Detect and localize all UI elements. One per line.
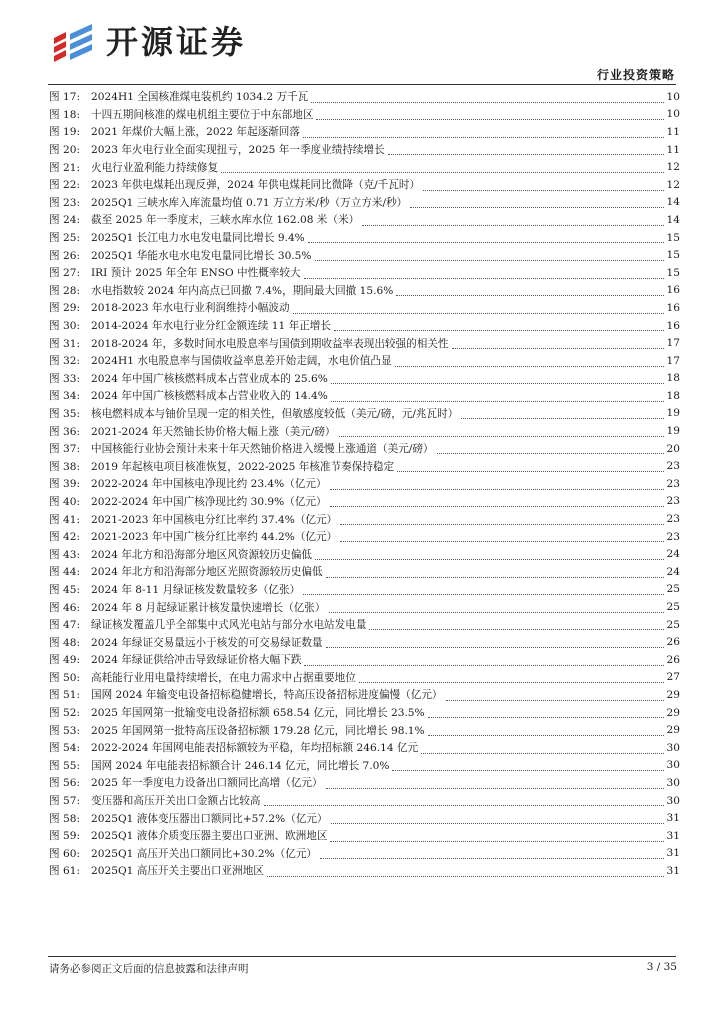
toc-entry[interactable] — [48, 651, 680, 669]
toc-dot-leader — [330, 489, 664, 490]
toc-entry-number: 图 20: — [49, 144, 81, 157]
toc-entry-title: 2024 年 8 月起绿证累计核发量快速增长（亿张） — [91, 601, 326, 614]
toc-entry-title: 十四五期间核准的煤电机组主要位于中东部地区 — [91, 108, 314, 121]
toc-entry-title: 中国核能行业协会预计未来十年天然铀价格进入缓慢上涨通道（美元/磅） — [91, 443, 434, 456]
toc-entry-page: 26 — [666, 653, 680, 666]
toc-entry-number: 图 31: — [49, 337, 81, 350]
toc-entry-number: 图 41: — [49, 513, 81, 526]
toc-entry-title: 水电指数较 2024 年内高点已回撤 7.4%，期间最大回撤 15.6% — [91, 284, 394, 297]
toc-entry-number: 图 25: — [49, 232, 81, 245]
toc-entry[interactable] — [48, 686, 680, 704]
toc-entry-title: 2025Q1 高压开关出口额同比+30.2%（亿元） — [91, 847, 318, 860]
toc-entry-page: 18 — [666, 389, 680, 402]
toc-dot-leader — [303, 594, 664, 595]
toc-entry-title: 2024 年北方和沿海部分地区风资源较历史偏低 — [91, 548, 313, 561]
toc-entry-page: 24 — [666, 565, 680, 578]
toc-entry-page: 29 — [666, 688, 680, 701]
toc-dot-leader — [388, 154, 664, 155]
page-header — [0, 0, 724, 90]
toc-dot-leader — [340, 541, 664, 542]
toc-dot-leader — [339, 436, 664, 437]
toc-entry-number: 图 37: — [49, 443, 81, 456]
toc-entry-page: 18 — [666, 372, 680, 385]
toc-entry[interactable] — [48, 704, 680, 722]
toc-entry-title: 2021-2023 年中国广核分红比率约 44.2%（亿元） — [91, 531, 338, 544]
toc-entry[interactable] — [48, 246, 680, 264]
toc-entry[interactable] — [48, 739, 680, 757]
toc-entry[interactable] — [48, 616, 680, 634]
toc-entry-number: 图 49: — [49, 654, 81, 667]
toc-entry-page: 15 — [666, 231, 680, 244]
toc-dot-leader — [304, 665, 664, 666]
toc-entry-title: 2025 年国网第一批特高压设备招标额 179.28 亿元，同比增长 98.1% — [91, 724, 425, 737]
toc-entry-page: 29 — [666, 706, 680, 719]
toc-entry-number: 图 36: — [49, 425, 81, 438]
toc-entry-number: 图 33: — [49, 372, 81, 385]
toc-entry-page: 23 — [666, 477, 680, 490]
toc-entry-page: 26 — [666, 636, 680, 649]
toc-entry-page: 11 — [666, 143, 680, 156]
toc-entry-number: 图 23: — [49, 196, 81, 209]
toc-entry-title: 变压器和高压开关出口金额占比较高 — [91, 795, 261, 808]
toc-entry-number: 图 35: — [49, 407, 81, 420]
toc-dot-leader — [421, 753, 664, 754]
toc-entry-page: 10 — [666, 108, 680, 121]
toc-entry-number: 图 48: — [49, 636, 81, 649]
toc-entry[interactable] — [48, 862, 680, 880]
toc-entry-title: 国网 2024 年电能表招标额合计 246.14 亿元，同比增长 7.0% — [91, 759, 390, 772]
toc-entry[interactable] — [48, 757, 680, 775]
toc-entry-number: 图 56: — [49, 777, 81, 790]
toc-dot-leader — [397, 471, 664, 472]
toc-entry-page: 17 — [666, 337, 680, 350]
toc-entry[interactable] — [48, 563, 680, 581]
toc-entry-page: 16 — [666, 319, 680, 332]
toc-entry-number: 图 53: — [49, 724, 81, 737]
toc-dot-leader — [461, 418, 664, 419]
toc-entry-title: 核电燃料成本与铀价呈现一定的相关性，但敏感度较低（美元/磅，元/兆瓦时） — [91, 407, 459, 420]
toc-entry-page: 30 — [666, 794, 680, 807]
toc-dot-leader — [316, 119, 664, 120]
toc-entry-number: 图 51: — [49, 689, 81, 702]
toc-entry-title: 2025Q1 长江电力水电发电量同比增长 9.4% — [91, 232, 305, 245]
toc-entry[interactable] — [48, 229, 680, 247]
toc-entry-page: 19 — [666, 425, 680, 438]
toc-entry-page: 29 — [666, 724, 680, 737]
toc-dot-leader — [311, 102, 664, 103]
toc-entry-number: 图 26: — [49, 249, 81, 262]
toc-entry-page: 15 — [666, 249, 680, 262]
toc-entry-number: 图 29: — [49, 302, 81, 315]
toc-entry[interactable] — [48, 211, 680, 229]
toc-dot-leader — [303, 137, 664, 138]
toc-entry-number: 图 54: — [49, 742, 81, 755]
toc-entry[interactable] — [48, 721, 680, 739]
toc-entry[interactable] — [48, 510, 680, 528]
toc-entry-number: 图 55: — [49, 759, 81, 772]
toc-entry-number: 图 50: — [49, 671, 81, 684]
toc-entry[interactable] — [48, 141, 680, 159]
toc-entry-page: 24 — [666, 548, 680, 561]
toc-entry-number: 图 52: — [49, 707, 81, 720]
toc-dot-leader — [359, 682, 664, 683]
toc-entry-number: 图 38: — [49, 460, 81, 473]
brand-name: 开源证券 — [106, 23, 247, 61]
toc-entry[interactable] — [48, 387, 680, 405]
toc-entry[interactable] — [48, 88, 680, 106]
toc-entry[interactable] — [48, 475, 680, 493]
toc-entry[interactable] — [48, 827, 680, 845]
toc-entry[interactable] — [48, 809, 680, 827]
toc-entry-title: 2025 年一季度电力设备出口额同比高增（亿元） — [91, 777, 323, 790]
toc-dot-leader — [423, 190, 664, 191]
toc-entry-page: 16 — [666, 284, 680, 297]
toc-entry-page: 31 — [666, 864, 680, 877]
toc-entry-page: 12 — [666, 178, 680, 191]
toc-entry-title: 2024 年北方和沿海部分地区光照资源较历史偏低 — [91, 566, 323, 579]
toc-entry-title: 2025Q1 三峡水库入库流量均值 0.71 万立方米/秒（万立方米/秒） — [91, 196, 408, 209]
header-divider — [48, 84, 676, 85]
toc-entry[interactable] — [48, 352, 680, 370]
toc-entry-number: 图 24: — [49, 214, 81, 227]
report-type-label: 行业投资策略 — [596, 68, 675, 82]
toc-entry-title: 高耗能行业用电量持续增长，在电力需求中占据重要地位 — [91, 671, 356, 684]
toc-entry-number: 图 30: — [49, 320, 81, 333]
toc-entry[interactable] — [48, 792, 680, 810]
toc-entry[interactable] — [48, 545, 680, 563]
toc-entry-page: 17 — [666, 354, 680, 367]
toc-entry-page: 25 — [666, 618, 680, 631]
toc-entry[interactable] — [48, 845, 680, 863]
page-number: 3 / 35 — [646, 961, 677, 973]
toc-dot-leader — [395, 366, 664, 367]
toc-entry[interactable] — [48, 581, 680, 599]
toc-dot-leader — [392, 770, 664, 771]
toc-entry-number: 图 40: — [49, 495, 81, 508]
toc-entry-title: 2019 年起核电项目核准恢复，2022-2025 年核准节奏保持稳定 — [91, 460, 395, 473]
toc-entry[interactable] — [48, 422, 680, 440]
toc-entry-number: 图 19: — [49, 126, 81, 139]
toc-entry-page: 14 — [666, 196, 680, 209]
toc-entry-number: 图 27: — [49, 267, 81, 280]
toc-entry-title: 2025 年国网第一批输变电设备招标额 658.54 亿元，同比增长 23.5% — [91, 707, 425, 720]
toc-dot-leader — [304, 278, 664, 279]
toc-dot-leader — [326, 647, 664, 648]
toc-entry-page: 23 — [666, 460, 680, 473]
toc-entry-page: 19 — [666, 407, 680, 420]
toc-dot-leader — [428, 735, 664, 736]
toc-entry-page: 30 — [666, 776, 680, 789]
brand-logo-icon — [52, 22, 98, 66]
toc-entry-page: 30 — [666, 759, 680, 772]
toc-entry-title: 2024 年绿证交易量远小于核发的可交易绿证数量 — [91, 636, 323, 649]
toc-entry-title: 2025Q1 液体介质变压器主要出口亚洲、欧洲地区 — [91, 830, 328, 843]
toc-entry-page: 25 — [666, 583, 680, 596]
toc-dot-leader — [331, 401, 664, 402]
toc-entry-title: 2024 年中国广核核燃料成本占营业成本的 25.6% — [91, 372, 328, 385]
toc-entry-number: 图 39: — [49, 478, 81, 491]
toc-entry-title: 2018-2023 年水电行业利润维持小幅波动 — [91, 302, 290, 315]
toc-entry[interactable] — [48, 440, 680, 458]
toc-entry-title: 2025Q1 液体变压器出口额同比+57.2%（亿元） — [91, 812, 328, 825]
toc-entry-title: 2025Q1 高压开关主要出口亚洲地区 — [91, 865, 264, 878]
toc-entry-page: 15 — [666, 266, 680, 279]
toc-entry-page: 25 — [666, 601, 680, 614]
toc-dot-leader — [330, 841, 664, 842]
toc-entry[interactable] — [48, 158, 680, 176]
toc-entry[interactable] — [48, 299, 680, 317]
toc-dot-leader — [221, 172, 664, 173]
toc-entry-number: 图 32: — [49, 355, 81, 368]
toc-entry-page: 11 — [666, 125, 680, 138]
toc-entry-title: 2024 年绿证供给冲击导致绿证价格大幅下跌 — [91, 654, 302, 667]
toc-dot-leader — [293, 313, 664, 314]
toc-entry-title: IRI 预计 2025 年全年 ENSO 中性概率较大 — [91, 267, 301, 280]
footer-disclaimer: 请务必参阅正文后面的信息披露和法律声明 — [49, 963, 249, 975]
toc-entry-number: 图 58: — [49, 812, 81, 825]
toc-entry[interactable] — [48, 176, 680, 194]
toc-entry[interactable] — [48, 669, 680, 687]
toc-dot-leader — [362, 225, 664, 226]
toc-entry-number: 图 34: — [49, 390, 81, 403]
toc-dot-leader — [331, 823, 664, 824]
toc-entry[interactable] — [48, 106, 680, 124]
toc-entry-page: 30 — [666, 741, 680, 754]
toc-entry-page: 10 — [666, 90, 680, 103]
toc-dot-leader — [396, 295, 664, 296]
toc-entry-number: 图 21: — [49, 161, 81, 174]
toc-entry-page: 20 — [666, 442, 680, 455]
toc-dot-leader — [446, 700, 664, 701]
toc-entry-title: 2021 年煤价大幅上涨，2022 年起逐渐回落 — [91, 126, 300, 139]
toc-entry[interactable] — [48, 598, 680, 616]
brand-logo — [52, 18, 282, 68]
toc-entry-title: 火电行业盈利能力持续修复 — [91, 161, 219, 174]
toc-dot-leader — [369, 629, 664, 630]
toc-entry-number: 图 47: — [49, 619, 81, 632]
toc-dot-leader — [334, 330, 664, 331]
figure-list — [48, 88, 680, 880]
toc-entry-page: 31 — [666, 829, 680, 842]
toc-entry-title: 2024 年 8-11 月绿证核发数量较多（亿张） — [91, 583, 301, 596]
toc-entry[interactable] — [48, 264, 680, 282]
toc-entry-number: 图 59: — [49, 830, 81, 843]
toc-entry[interactable] — [48, 493, 680, 511]
toc-entry-title: 2022-2024 年国网电能表招标额较为平稳，年均招标额 246.14 亿元 — [91, 742, 419, 755]
toc-entry-title: 2024 年中国广核核燃料成本占营业收入的 14.4% — [91, 390, 328, 403]
toc-dot-leader — [315, 559, 664, 560]
toc-dot-leader — [452, 348, 665, 349]
toc-dot-leader — [326, 788, 664, 789]
toc-dot-leader — [315, 260, 665, 261]
toc-entry-title: 2014-2024 年水电行业分红金额连续 11 年正增长 — [91, 320, 331, 333]
toc-entry-page: 16 — [666, 301, 680, 314]
toc-entry[interactable] — [48, 405, 680, 423]
toc-entry-page: 23 — [666, 495, 680, 508]
toc-entry[interactable] — [48, 194, 680, 212]
toc-entry[interactable] — [48, 457, 680, 475]
footer-divider — [48, 956, 676, 957]
toc-dot-leader — [331, 383, 664, 384]
toc-entry-title: 2023 年供电煤耗出现反弹，2024 年供电煤耗同比微降（克/千瓦时） — [91, 179, 421, 192]
toc-entry[interactable] — [48, 774, 680, 792]
toc-entry-title: 2021-2024 年天然铀长协价格大幅上涨（美元/磅） — [91, 425, 336, 438]
toc-dot-leader — [326, 577, 664, 578]
toc-entry[interactable] — [48, 633, 680, 651]
toc-entry-number: 图 43: — [49, 548, 81, 561]
toc-entry-number: 图 18: — [49, 108, 81, 121]
toc-dot-leader — [437, 453, 664, 454]
toc-entry-number: 图 28: — [49, 284, 81, 297]
toc-entry[interactable] — [48, 334, 680, 352]
toc-entry-title: 国网 2024 年输变电设备招标稳健增长，特高压设备招标进度偏慢（亿元） — [91, 689, 443, 702]
toc-dot-leader — [329, 612, 665, 613]
toc-entry-number: 图 22: — [49, 179, 81, 192]
toc-dot-leader — [308, 242, 664, 243]
toc-entry-page: 27 — [666, 671, 680, 684]
toc-entry-number: 图 45: — [49, 583, 81, 596]
toc-entry[interactable] — [48, 370, 680, 388]
toc-entry-title: 2025Q1 华能水电水电发电量同比增长 30.5% — [91, 249, 312, 262]
toc-entry-page: 31 — [666, 812, 680, 825]
toc-entry-page: 12 — [666, 161, 680, 174]
toc-entry-number: 图 44: — [49, 566, 81, 579]
toc-entry-title: 2024H1 水电股息率与国债收益率息差开始走阔，水电价值凸显 — [91, 355, 392, 368]
toc-entry-title: 2024H1 全国核准煤电装机约 1034.2 万千瓦 — [91, 91, 309, 104]
toc-dot-leader — [340, 524, 664, 525]
toc-entry-page: 23 — [666, 513, 680, 526]
toc-entry-title: 截至 2025 年一季度末，三峡水库水位 162.08 米（米） — [91, 214, 360, 227]
toc-dot-leader — [330, 506, 664, 507]
toc-dot-leader — [264, 805, 665, 806]
toc-entry-number: 图 60: — [49, 847, 81, 860]
toc-dot-leader — [267, 876, 664, 877]
toc-entry-title: 2022-2024 年中国广核净现比约 30.9%（亿元） — [91, 495, 327, 508]
toc-entry[interactable] — [48, 528, 680, 546]
toc-entry-title: 2023 年火电行业全面实现扭亏，2025 年一季度业绩持续增长 — [91, 144, 385, 157]
toc-entry[interactable] — [48, 317, 680, 335]
toc-entry-title: 2022-2024 年中国核电净现比约 23.4%（亿元） — [91, 478, 327, 491]
toc-dot-leader — [410, 207, 664, 208]
toc-entry-title: 2021-2023 年中国核电分红比率约 37.4%（亿元） — [91, 513, 338, 526]
toc-entry-title: 绿证核发覆盖几乎全部集中式风光电站与部分水电站发电量 — [91, 619, 367, 632]
toc-entry-number: 图 46: — [49, 601, 81, 614]
toc-entry-number: 图 17: — [49, 91, 81, 104]
toc-entry-page: 23 — [666, 530, 680, 543]
toc-entry[interactable] — [48, 282, 680, 300]
toc-entry-number: 图 57: — [49, 795, 81, 808]
toc-entry-number: 图 42: — [49, 531, 81, 544]
toc-entry[interactable] — [48, 123, 680, 141]
toc-entry-page: 31 — [666, 847, 680, 860]
toc-dot-leader — [428, 717, 664, 718]
toc-entry-number: 图 61: — [49, 865, 81, 878]
toc-dot-leader — [320, 858, 664, 859]
toc-entry-page: 14 — [666, 213, 680, 226]
toc-entry-title: 2018-2024 年，多数时间水电股息率与国债到期收益率表现出较强的相关性 — [91, 337, 449, 350]
